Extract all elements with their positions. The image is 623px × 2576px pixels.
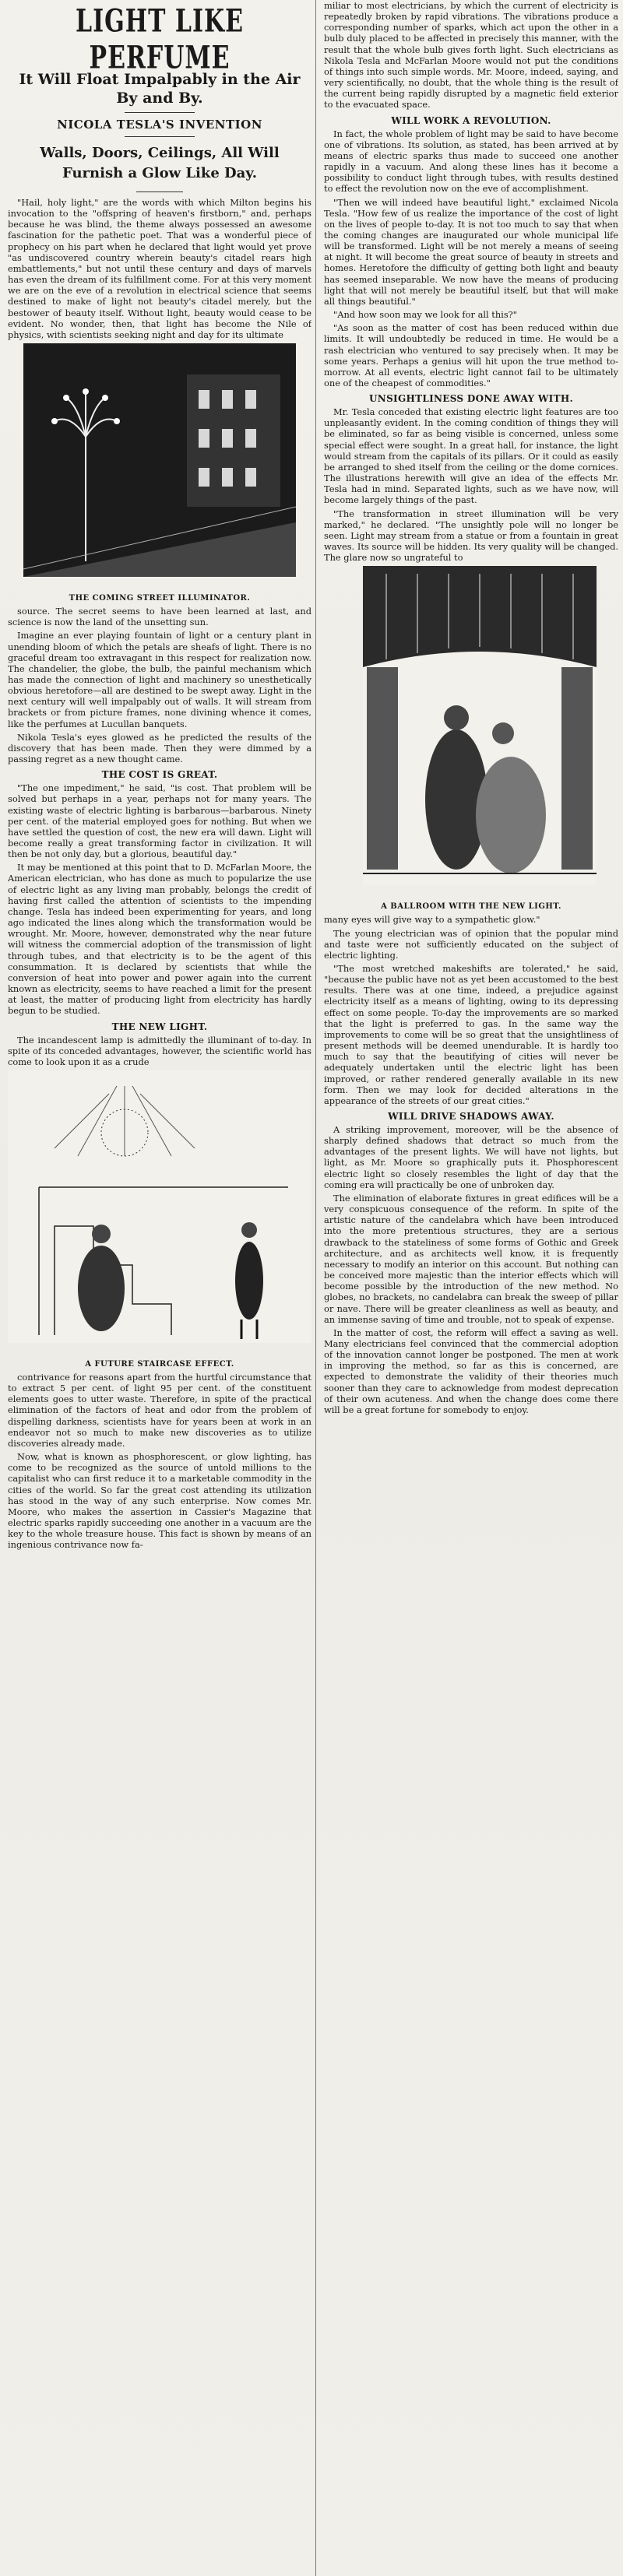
figure-caption: THE COMING STREET ILLUMINATOR. bbox=[69, 594, 251, 603]
section-heading: UNSIGHTLINESS DONE AWAY WITH. bbox=[369, 393, 573, 405]
paragraph: "As soon as the matter of cost has been reduced within due limits. It will undoubtedly be reduced in time. He would be a rash electrician who ventured to say precisely when. It may be some years. Perhaps a genius will hit upon the true method to-morrow. At all events, electric light cannot fail to be ultimately one of the cheapest of commodities." bbox=[324, 322, 618, 388]
staircase-drawing bbox=[8, 1070, 312, 1358]
section-heading: WILL WORK A REVOLUTION. bbox=[391, 114, 551, 126]
paragraph: Nikola Tesla's eyes glowed as he predicted the results of the discovery that has been made. Then they were dimmed by a passing regret as a new thought came. bbox=[8, 731, 312, 765]
paragraph: Now, what is known as phosphorescent, or glow lighting, has come to be recognized as the source of untold millions to the capitalist who can first reduce it to a marketable commodity in the cities of the world. So far the great cost attending its utilization has stood in the way of any such enterprise. Now comes Mr. Moore, who makes the assertion in Cassier's Magazine that electric sparks rapidly succeeding one another in a vacuum are the key to the whole treasure house. This fact is shown by means of an ingenious contrivance now fa- bbox=[8, 1451, 312, 1551]
paragraph: "Hail, holy light," are the words with which Milton begins his invocation to the "offspring of heaven's firstborn," and, perhaps because he was blind, the theme always possessed an awesome fascination for the pathetic poet. That was a wonderful piece of prophecy on his part when he declared that light would yet prove "as undiscovered country wherein beauty's citadel rears high embattlements," but not until these century and days of marvels has even the dream of its fulfillment come. For at this very moment we are on the eve of a revolution in electrical science that seems destined to make of light not beauty's citadel merely, but the bestower of beauty itself. Without light, beauty would cease to be evident. No wonder, then, that light has become the Nile of physics, with scientists seeking night and day for its ultimate bbox=[8, 197, 312, 340]
paragraph: "Then we will indeed have beautiful light," exclaimed Nicola Tesla. "How few of us realize the importance of the cost of light on the lives of people to-day. It is not too much to say that when the coming changes are inaugurated our whole municipal life will be transformed. Light will be not merely a means of seeing at night. It will become the great source of beauty in streets and homes. Heretofore the difficulty of getting both light and beauty has seemed inseparable. We now have the means of producing light that will not merely be beautiful itself, but that will make all things beautiful." bbox=[324, 196, 618, 307]
ballroom-drawing bbox=[324, 566, 618, 901]
right-column bbox=[324, 0, 618, 2576]
paragraph: miliar to most electricians, by which the current of electricity is repeatedly broken by rapid vibrations. The vibrations produce a corresponding number of sparks, which act upon the other in a bulb duly placed to be affected in precisely this manner, with the result that the whole bulb gives forth light. Such electricians as Nikola Tesla and McFarlan Moore would not put the conditions of things into such simple words. Mr. Moore, indeed, saying, and very scientifically, no doubt, that the whole thing is the result of the current being rapidly disrupted by a magnetic field exterior to the evacuated space. bbox=[324, 0, 618, 111]
paragraph: "And how soon may we look for all this?" bbox=[333, 309, 518, 321]
divider bbox=[125, 136, 195, 137]
paragraph: The young electrician was of opinion that the popular mind and taste were not sufficiently educated on the subject of electric lighting. bbox=[324, 927, 618, 961]
column-rule bbox=[315, 0, 316, 2576]
street-illuminator-drawing bbox=[8, 343, 312, 592]
figure-caption: A FUTURE STAIRCASE EFFECT. bbox=[85, 1359, 234, 1369]
deck: Walls, Doors, Ceilings, All Will Furnish a Glow Like Day. bbox=[40, 145, 280, 181]
paragraph: In the matter of cost, the reform will effect a saving as well. Many electricians feel convinced that the commercial adoption of the innovation cannot longer be postponed. The men at work in improving the method, so far as this is concerned, are expected to demonstrate the validity of their theories much sooner than they care to acknowledge from modest deprecation of their own acuteness. And when the change does come there will be a great fortune for somebody to enjoy. bbox=[324, 1327, 618, 1415]
section-heading: THE NEW LIGHT. bbox=[111, 1021, 208, 1032]
section-heading: WILL DRIVE SHADOWS AWAY. bbox=[388, 1111, 554, 1122]
paragraph: It may be mentioned at this point that to D. McFarlan Moore, the American electrician, who has done as much to popularize the use of electric light as any living man probably, belongs the credit of having first called the attention of scientists to the impending change. Tesla has indeed been experimenting for years, and long ago indicated the lines along which the transformation would be wrought. Mr. Moore, however, demonstrated why the near future will witness the commercial adoption of the transmission of light through tubes, and that electricity is to be the agent of this consummation. It is declared by scientists that while the conversion of heat into power and power again into the current known as electricity, seems to have reached a limit for the present at least, the matter of producing light from electricity has hardly begun to be studied. bbox=[8, 862, 312, 1017]
section-heading: THE COST IS GREAT. bbox=[101, 769, 218, 781]
paragraph: The elimination of elaborate fixtures in great edifices will be a very conspicuous consequence of the reform. In spite of the artistic nature of the candelabra which have been introduced into the more pretentious structures, they are a serious drawback to the stateliness of some forms of Gothic and Greek architecture, and as architects well know, it is frequently necessary to modify an interior on this account. But nothing can be conceived more majestic than the interior effects which will become possible by the introduction of the new method. No globes, no brackets, no candelabra can break the sweep of pillar or nave. There will be greater cleanliness as well as beauty, and an immense saving of time and trouble, not to speak of expense. bbox=[324, 1192, 618, 1325]
headline: LIGHT LIKE PERFUME bbox=[76, 3, 244, 77]
paragraph: "The most wretched makeshifts are tolerated," he said, "because the public have not as yet been accustomed to the best results. There was at one time, indeed, a prejudice against electricity itself as a means of lighting, owing to its depressing effect on some people. To-day the improvements are so marked that the light is preferred to gas. In the same way the improvements to come will be so great that the unsightliness of present methods will be deemed unendurable. It is hardly too much to say that the beautifying of cities will never be adequately undertaken until the electric light has been improved, or rather rendered generally available in its new form. Then we may look for decided alterations in the appearance of the streets of our great cities." bbox=[324, 962, 618, 1106]
paragraph: source. The secret seems to have been learned at last, and science is now the land of the unsetting sun. bbox=[8, 606, 312, 628]
subheadline: It Will Float Impalpably in the Air By and By. bbox=[19, 71, 301, 107]
left-column bbox=[8, 0, 312, 2576]
paragraph: Mr. Tesla conceded that existing electric light features are too unpleasantly evident. In the coming condition of things they will be eliminated, so far as being visible is concerned, unless some special effect were sought. In a great hall, for instance, the light would stream from the capitals of its pillars. Or it could as easily be arranged to shed itself from the ceiling or the dome cornices. The illustrations herewith will give an idea of the effects Mr. Tesla had in mind. Separated lights, such as we have now, will become largely things of the past. bbox=[324, 406, 618, 506]
paragraph: In fact, the whole problem of light may be said to have become one of vibrations. Its solution, as stated, has been arrived at by means of electric sparks thus made to succeed one another rapidly in a vacuum. And along these lines has it become a possibility to conduct light through tubes, with results destined to effect the revolution now on the eve of accomplishment. bbox=[324, 128, 618, 195]
paragraph: "The transformation in street illumination will be very marked," he declared. "The unsightly pole will no longer be seen. Light may stream from a statue or from a fountain in great waves. Its source will be hidden. Its very quality will be changed. The glare now so ungrateful to bbox=[324, 508, 618, 564]
illustration-street-illuminator bbox=[8, 343, 312, 603]
paragraph: "The one impediment," he said, "is cost. That problem will be solved but perhaps in a year, perhaps not for many years. The existing waste of electric lighting is barbarous—barbarous. Ninety per cent. of the material employed goes for nothing. But when we have settled the question of cost, the new era will dawn. Light will become really a great transforming factor in civilization. It will then be not only day, but a glorious, beautiful day." bbox=[8, 782, 312, 860]
paragraph: contrivance for reasons apart from the hurtful circumstance that to extract 5 per cent. of light 95 per cent. of the constituent elements goes to utter waste. Therefore, in spite of the practical elimination of the factors of heat and odor from the problem of dispelling darkness, scientists have for years been at work in an endeavor not so much to make new discoveries as to utilize discoveries already made. bbox=[8, 1371, 312, 1449]
paragraph: A striking improvement, moreover, will be the absence of sharply defined shadows that detract so much from the advantages of the present lights. We will have not lights, but light, as Mr. Moore so graphically puts it. Phosphorescent electric light so closely resembles the light of day that the coming era will practically be one of unbroken day. bbox=[324, 1124, 618, 1190]
illustration-staircase bbox=[8, 1070, 312, 1369]
paragraph: Imagine an ever playing fountain of light or a century plant in unending bloom of which the petals are sheafs of light. There is no graceful dream too extravagant in this respect for realization now. The chandelier, the globe, the bulb, the painful mechanism which has made the connection of light and machinery so unesthetically obvious heretofore—all are destined to be swept away. Light in the next century will well impalpably out of walls. It will stream from brackets or from picture frames, none divining whence it comes, like the perfumes at Lucullan banquets. bbox=[8, 630, 312, 729]
illustration-ballroom bbox=[324, 566, 618, 911]
divider bbox=[125, 112, 195, 113]
paragraph: many eyes will give way to a sympathetic glow." bbox=[324, 914, 540, 926]
author-line: NICOLA TESLA'S INVENTION bbox=[57, 118, 262, 132]
paragraph: The incandescent lamp is admittedly the illuminant of to-day. In spite of its conceded advantages, however, the scientific world has come to look upon it as a crude bbox=[8, 1034, 312, 1067]
figure-caption: A BALLROOM WITH THE NEW LIGHT. bbox=[381, 902, 561, 912]
